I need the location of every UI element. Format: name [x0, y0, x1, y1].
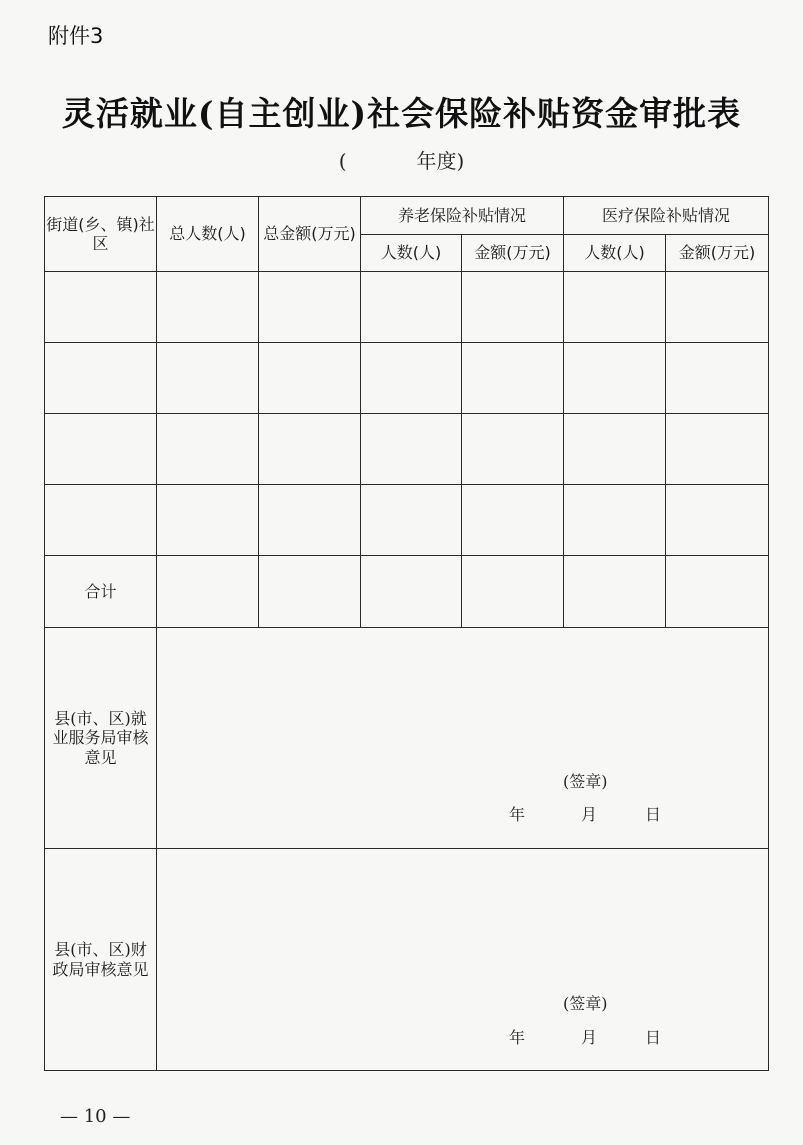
approval-form — [44, 196, 768, 1070]
cell-pension-amount[interactable] — [462, 485, 564, 556]
cell-total-amount-sum[interactable] — [259, 556, 361, 628]
page-number: — 10 — — [60, 1106, 131, 1127]
header-row-1 — [45, 197, 769, 235]
cell-pension-people[interactable] — [361, 414, 462, 485]
year-line — [0, 145, 803, 174]
finance-opinion-label: 县(市、区)财政局审核意见 — [45, 849, 157, 1071]
table-row — [45, 485, 769, 556]
cell-pension-amount[interactable] — [462, 272, 564, 343]
finance-opinion-row — [45, 849, 769, 1071]
cell-pension-people[interactable] — [361, 485, 462, 556]
cell-medical-people[interactable] — [564, 485, 666, 556]
cell-total-people[interactable] — [157, 485, 259, 556]
header-pension-group: 养老保险补贴情况 — [361, 197, 564, 235]
employment-date-year: 年 — [509, 805, 526, 824]
employment-opinion-field[interactable] — [157, 628, 769, 849]
cell-total-amount[interactable] — [259, 485, 361, 556]
cell-medical-amount[interactable] — [666, 343, 769, 414]
cell-medical-people[interactable] — [564, 414, 666, 485]
header-pension-amount: 金额(万元) — [462, 235, 564, 272]
total-row — [45, 556, 769, 628]
cell-medical-people[interactable] — [564, 272, 666, 343]
employment-opinion-label: 县(市、区)就业服务局审核意见 — [45, 628, 157, 849]
cell-street[interactable] — [45, 485, 157, 556]
finance-date — [509, 1028, 661, 1047]
header-medical-people: 人数(人) — [564, 235, 666, 272]
cell-pension-people-sum[interactable] — [361, 556, 462, 628]
cell-pension-amount[interactable] — [462, 343, 564, 414]
employment-date-month: 月 — [581, 805, 598, 824]
employment-date — [509, 805, 661, 824]
table-row — [45, 343, 769, 414]
finance-date-month: 月 — [581, 1028, 598, 1047]
header-medical-group: 医疗保险补贴情况 — [564, 197, 769, 235]
header-total-amount: 总金额(万元) — [259, 197, 361, 272]
attachment-label: 附件3 — [48, 24, 104, 48]
cell-street[interactable] — [45, 272, 157, 343]
employment-date-day: 日 — [645, 805, 662, 824]
cell-total-people[interactable] — [157, 343, 259, 414]
finance-date-year: 年 — [509, 1028, 526, 1047]
finance-opinion-field[interactable] — [157, 849, 769, 1071]
cell-medical-amount-sum[interactable] — [666, 556, 769, 628]
header-pension-people: 人数(人) — [361, 235, 462, 272]
cell-total-people-sum[interactable] — [157, 556, 259, 628]
cell-medical-amount[interactable] — [666, 414, 769, 485]
employment-seal: (签章) — [563, 772, 608, 791]
cell-total-people[interactable] — [157, 414, 259, 485]
header-total-people: 总人数(人) — [157, 197, 259, 272]
cell-pension-amount-sum[interactable] — [462, 556, 564, 628]
cell-pension-people[interactable] — [361, 343, 462, 414]
cell-total-people[interactable] — [157, 272, 259, 343]
approval-table — [44, 196, 769, 1071]
cell-pension-amount[interactable] — [462, 414, 564, 485]
cell-total-amount[interactable] — [259, 414, 361, 485]
finance-seal: (签章) — [563, 994, 608, 1013]
cell-medical-people-sum[interactable] — [564, 556, 666, 628]
cell-street[interactable] — [45, 414, 157, 485]
finance-date-day: 日 — [645, 1028, 662, 1047]
cell-pension-people[interactable] — [361, 272, 462, 343]
cell-medical-amount[interactable] — [666, 485, 769, 556]
header-medical-amount: 金额(万元) — [666, 235, 769, 272]
employment-opinion-row — [45, 628, 769, 849]
total-row-label: 合计 — [45, 556, 157, 628]
cell-total-amount[interactable] — [259, 343, 361, 414]
cell-medical-amount[interactable] — [666, 272, 769, 343]
year-label: 年度) — [416, 149, 465, 173]
table-row — [45, 414, 769, 485]
cell-medical-people[interactable] — [564, 343, 666, 414]
form-title: 灵活就业(自主创业)社会保险补贴资金审批表 — [61, 94, 742, 133]
cell-street[interactable] — [45, 343, 157, 414]
header-street: 街道(乡、镇)社区 — [45, 197, 157, 272]
year-open-paren: ( — [338, 149, 347, 173]
cell-total-amount[interactable] — [259, 272, 361, 343]
table-row — [45, 272, 769, 343]
